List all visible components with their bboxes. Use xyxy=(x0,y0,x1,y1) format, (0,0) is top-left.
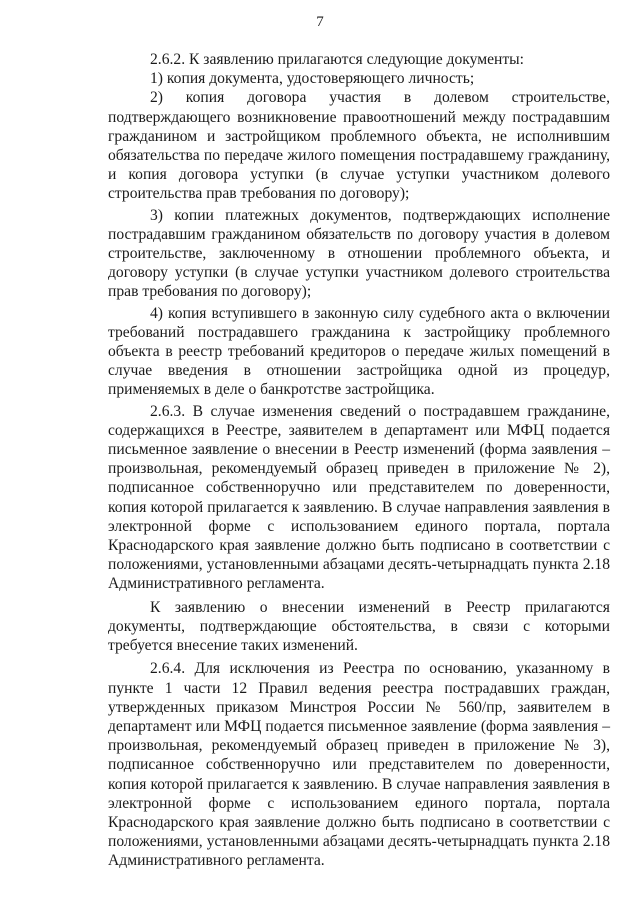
paragraph-2-6-3: 2.6.3. В случае изменения сведений о пострадавшем гражданине, содержащихся в Реестре, заявителем в департамент или МФЦ подается письменное заявление о внесении в Реестр изменений (форма заявления – произвольная, рекомендуемый образец приведен в приложение № 2), подписанное собственноручно или представителем по доверенности, копия которой прилагается к заявлению. В случае направления заявления в электронной форме с использованием единого портала, портала Краснодарского края заявление должно быть подписано в соответствии с положениями, установленными абзацами десять-четырнадцать пункта 2.18 Административного регламента. xyxy=(108,402,610,593)
paragraph-changes-attachments: К заявлению о внесении изменений в Реестр прилагаются документы, подтверждающие обстоятельства, в связи с которыми требуется внесение таких изменений. xyxy=(108,598,610,655)
list-item-shared-construction-contract: 2) копия договора участия в долевом строительстве, подтверждающего возникновение правоотношений между пострадавшим гражданином и застройщиком проблемного объекта, не исполнившим обязательства по передаче жилого помещения пострадавшему гражданину, и копия договора уступки (в случае уступки участником долевого строительства прав требования по договору); xyxy=(108,89,610,203)
list-item-court-act: 4) копия вступившего в законную силу судебного акта о включении требований пострадавшего гражданина к застройщику проблемного объекта в реестр требований кредиторов о передаче жилых помещений в случае введения в отношении застройщика одной из процедур, применяемых в деле о банкротстве застройщика. xyxy=(108,304,610,399)
paragraph-2-6-2-heading: 2.6.2. К заявлению прилагаются следующие документы: xyxy=(150,51,524,68)
list-item-identity-document: 1) копия документа, удостоверяющего личность; xyxy=(150,70,475,88)
list-item-payment-documents: 3) копии платежных документов, подтверждающих исполнение пострадавшим гражданином обязательств по договору участия в долевом строительстве, заключенному в отношении проблемного объекта, и договору уступки (в случае уступки участником долевого строительства прав требования по договору); xyxy=(108,206,610,301)
paragraph-2-6-4: 2.6.4. Для исключения из Реестра по основанию, указанному в пункте 1 части 12 Правил ведения реестра пострадавших граждан, утвержденных приказом Минстроя России № 560/пр, заявителем в департамент или МФЦ подается письменное заявление (форма заявления – произвольная, рекомендуемый образец приведен в приложение № 3), подписанное собственноручно или представителем по доверенности, копия которой прилагается к заявлению. В случае направления заявления в электронной форме с использованием единого портала, портала Краснодарского края заявление должно быть подписано в соответствии с положениями, установленными абзацами десять-четырнадцать пункта 2.18 Административного регламента. xyxy=(108,660,610,870)
page-number: 7 xyxy=(316,14,324,30)
document-body xyxy=(108,50,610,871)
